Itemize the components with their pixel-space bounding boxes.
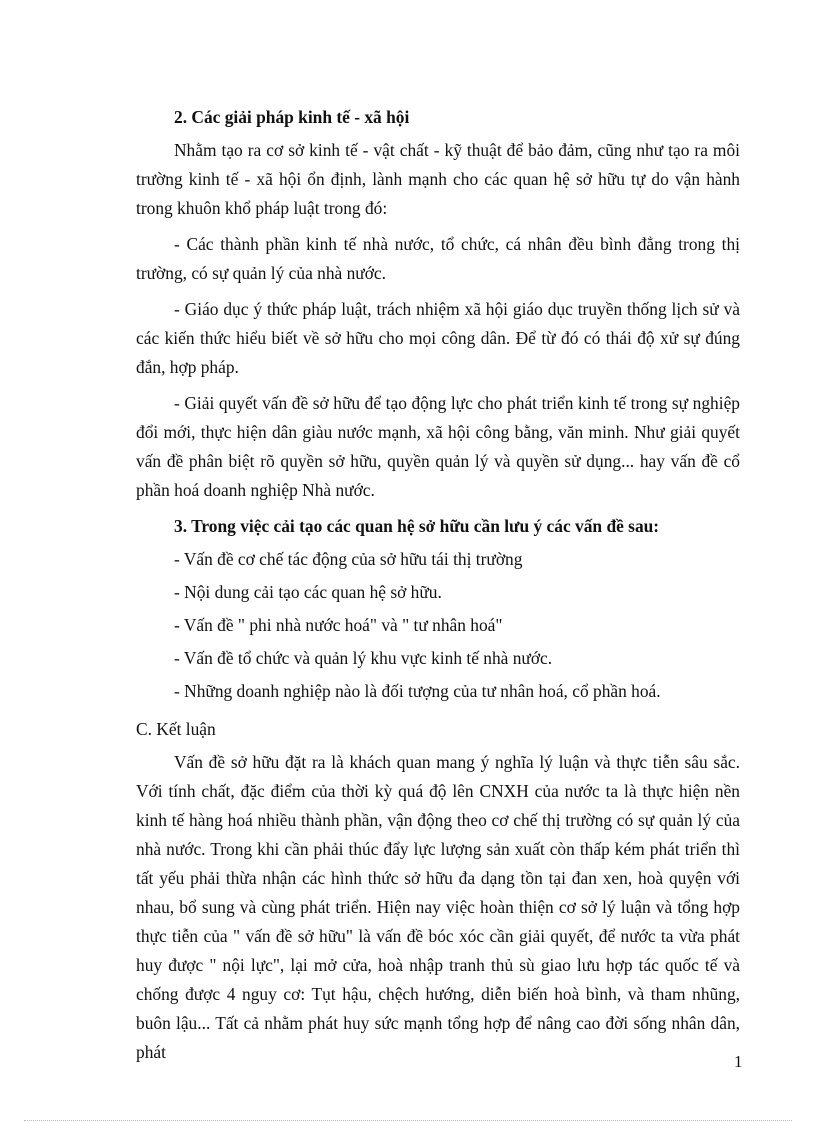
section-2-heading: 2. Các giải pháp kinh tế - xã hội [174,107,410,127]
section-3-item-2: - Nội dung cải tạo các quan hệ sở hữu. [174,582,442,602]
section-2-item-3: - Giải quyết vấn đề sở hữu để tạo động lực cho phát triển kinh tế trong sự nghiệp đổi mới, thực hiện dân giàu nước mạnh, xã hội công bằng, văn minh. Như giải quyết vấn đề phân biệt rõ quyền sở hữu, quyền quản lý và quyền sử dụng... hay vấn đề cổ phần hoá doanh nghiệp Nhà nước. [136,393,740,500]
section-3-item-1: - Vấn đề cơ chế tác động của sở hữu tái thị trường [174,549,523,569]
section-2-intro: Nhằm tạo ra cơ sở kinh tế - vật chất - kỹ thuật để bảo đảm, cũng như tạo ra môi trường kinh tế - xã hội ổn định, lành mạnh cho các quan hệ sở hữu tự do vận hành trong khuôn khổ pháp luật trong đó: [136,140,740,218]
section-3-item-3: - Vấn đề " phi nhà nước hoá" và " tư nhân hoá" [174,615,503,635]
page-number: 1 [734,1052,743,1071]
section-3-heading: 3. Trong việc cải tạo các quan hệ sở hữu cần lưu ý các vấn đề sau: [174,516,660,536]
section-2-item-2: - Giáo dục ý thức pháp luật, trách nhiệm xã hội giáo dục truyền thống lịch sử và các kiến thức hiểu biết về sở hữu cho mọi công dân. Để từ đó có thái độ xử sự đúng đắn, hợp pháp. [136,299,740,377]
page-bottom-divider [24,1120,792,1121]
section-3-item-5: - Những doanh nghiệp nào là đối tượng của tư nhân hoá, cổ phần hoá. [174,681,661,701]
section-2-item-1: - Các thành phần kinh tế nhà nước, tổ chức, cá nhân đều bình đẳng trong thị trường, có sự quản lý của nhà nước. [136,234,740,283]
conclusion-body: Vấn đề sở hữu đặt ra là khách quan mang ý nghĩa lý luận và thực tiễn sâu sắc. Với tính chất, đặc điểm của thời kỳ quá độ lên CNXH của nước ta là thực hiện nền kinh tế hàng hoá nhiều thành phần, vận động theo cơ chế thị trường có sự quản lý của nhà nước. Trong khi cần phải thúc đẩy lực lượng sản xuất còn thấp kém phát triển thì tất yếu phải thừa nhận các hình thức sở hữu đa dạng tồn tại đan xen, hoà quyện với nhau, bổ sung và cùng phát triển. Hiện nay việc hoàn thiện cơ sở lý luận và tổng hợp thực tiễn của " vấn đề sở hữu" là vấn đề bóc xóc cần giải quyết, để nước ta vừa phát huy được " nội lực", lại mở cửa, hoà nhập tranh thủ sù giao lưu hợp tác quốc tế và chống được 4 nguy cơ: Tụt hậu, chệch hướng, diễn biến hoà bình, và tham nhũng, buôn lậu... Tất cả nhằm phát huy sức mạnh tổng hợp để nâng cao đời sống nhân dân, phát [136,752,740,1062]
section-3-item-4: - Vấn đề tổ chức và quản lý khu vực kinh tế nhà nước. [174,648,553,668]
page-content [136,103,740,1067]
conclusion-heading: C. Kết luận [136,719,216,739]
